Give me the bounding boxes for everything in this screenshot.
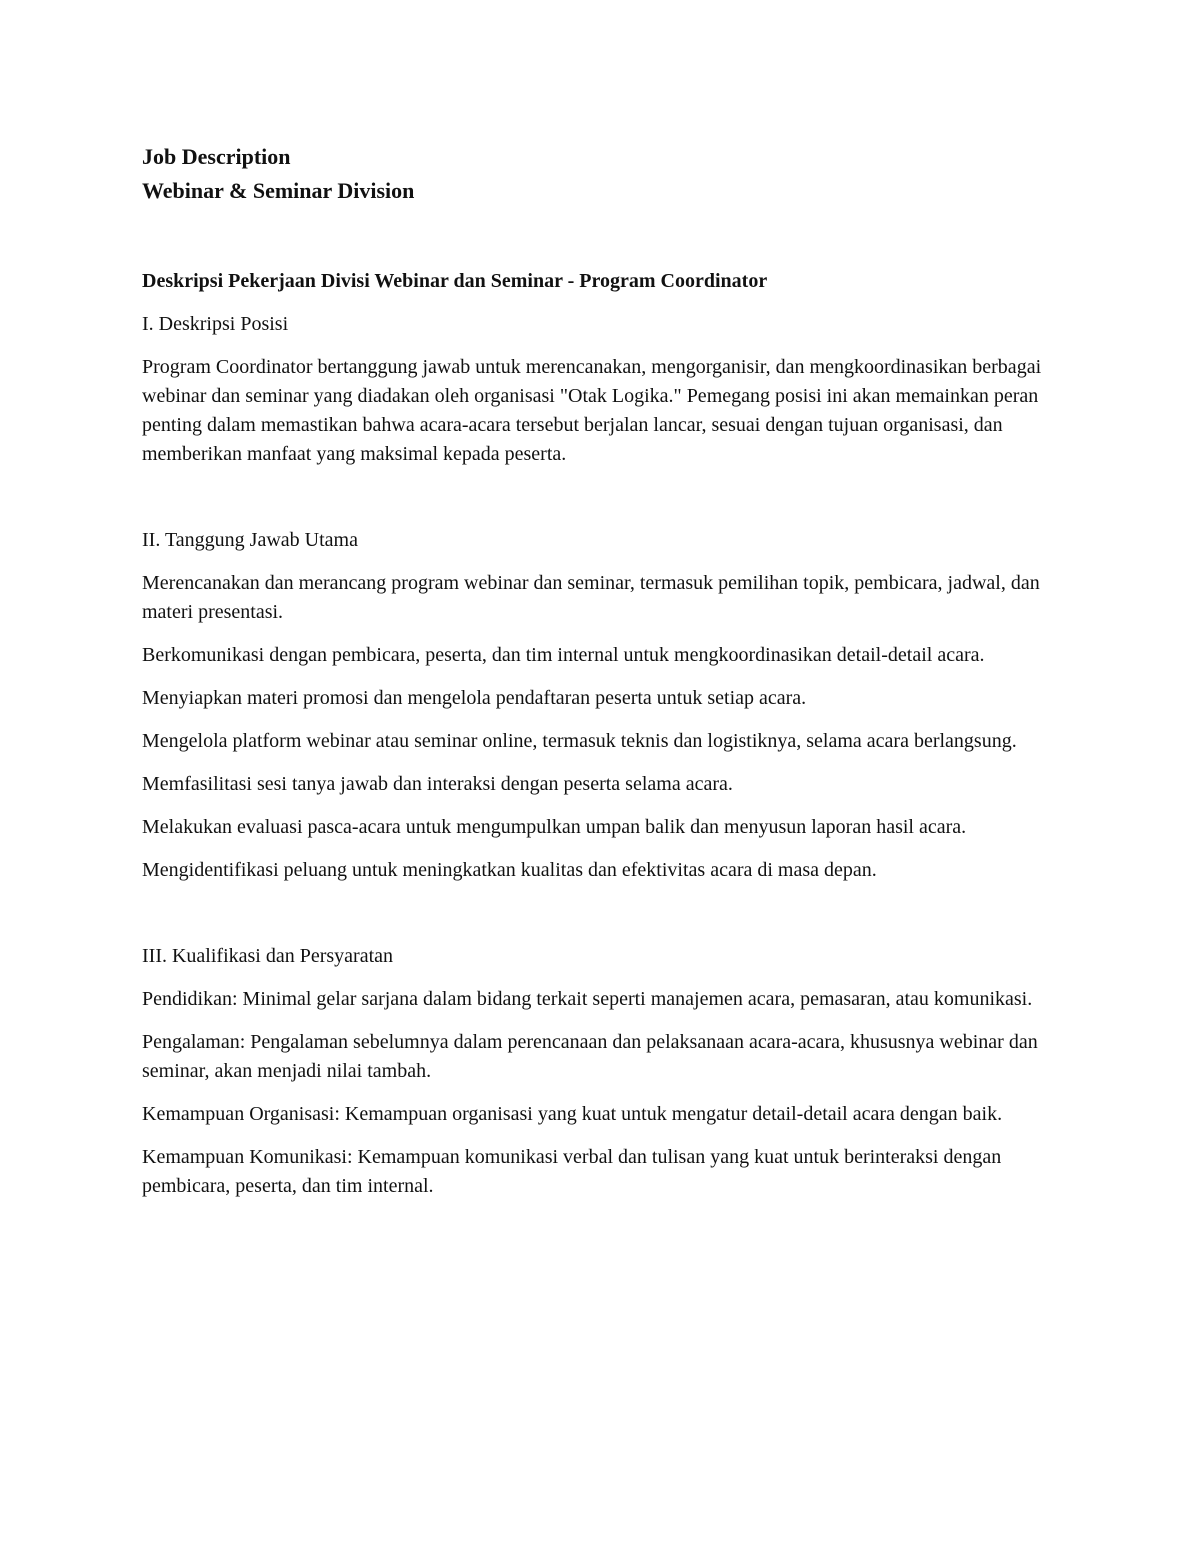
qualification-item: Kemampuan Komunikasi: Kemampuan komunikasi verbal dan tulisan yang kuat untuk berinteraksi dengan pembicara, peserta, dan tim internal. [142, 1146, 1002, 1197]
document-subheading: Deskripsi Pekerjaan Divisi Webinar dan Seminar - Program Coordinator [142, 270, 768, 292]
responsibility-item: Berkomunikasi dengan pembicara, peserta, dan tim internal untuk mengkoordinasikan detail-detail acara. [142, 644, 985, 666]
section1-paragraph: Program Coordinator bertanggung jawab untuk merencanakan, mengorganisir, dan mengkoordinasikan berbagai webinar dan seminar yang diadakan oleh organisasi "Otak Logika." Pemegang posisi ini akan memainkan peran penting dalam memastikan bahwa acara-acara tersebut berjalan lancar, sesuai dengan tujuan organisasi, dan memberikan manfaat yang maksimal kepada peserta. [142, 356, 1042, 465]
responsibility-item: Mengidentifikasi peluang untuk meningkatkan kualitas dan efektivitas acara di masa depan. [142, 859, 877, 881]
title-spacer [142, 208, 1062, 267]
document-title-line1: Job Description [142, 144, 291, 169]
qualification-item: Pendidikan: Minimal gelar sarjana dalam bidang terkait seperti manajemen acara, pemasaran, atau komunikasi. [142, 988, 1033, 1010]
section2-title: II. Tanggung Jawab Utama [142, 529, 358, 551]
section-gap [142, 899, 1062, 942]
responsibility-item: Melakukan evaluasi pasca-acara untuk mengumpulkan umpan balik dan menyusun laporan hasil acara. [142, 816, 967, 838]
responsibility-item: Mengelola platform webinar atau seminar online, termasuk teknis dan logistiknya, selama acara berlangsung. [142, 730, 1017, 752]
responsibility-item: Memfasilitasi sesi tanya jawab dan interaksi dengan peserta selama acara. [142, 773, 733, 795]
qualification-item: Kemampuan Organisasi: Kemampuan organisasi yang kuat untuk mengatur detail-detail acara dengan baik. [142, 1103, 1003, 1125]
responsibility-item: Merencanakan dan merancang program webinar dan seminar, termasuk pemilihan topik, pembicara, jadwal, dan materi presentasi. [142, 572, 1040, 623]
document-title-line2: Webinar & Seminar Division [142, 178, 415, 203]
responsibility-item: Menyiapkan materi promosi dan mengelola pendaftaran peserta untuk setiap acara. [142, 687, 807, 709]
section1-title: I. Deskripsi Posisi [142, 313, 289, 335]
section3-title: III. Kualifikasi dan Persyaratan [142, 945, 394, 967]
section-gap [142, 483, 1062, 526]
document-body [142, 140, 1062, 1215]
qualification-item: Pengalaman: Pengalaman sebelumnya dalam perencanaan dan pelaksanaan acara-acara, khususnya webinar dan seminar, akan menjadi nilai tambah. [142, 1031, 1038, 1082]
